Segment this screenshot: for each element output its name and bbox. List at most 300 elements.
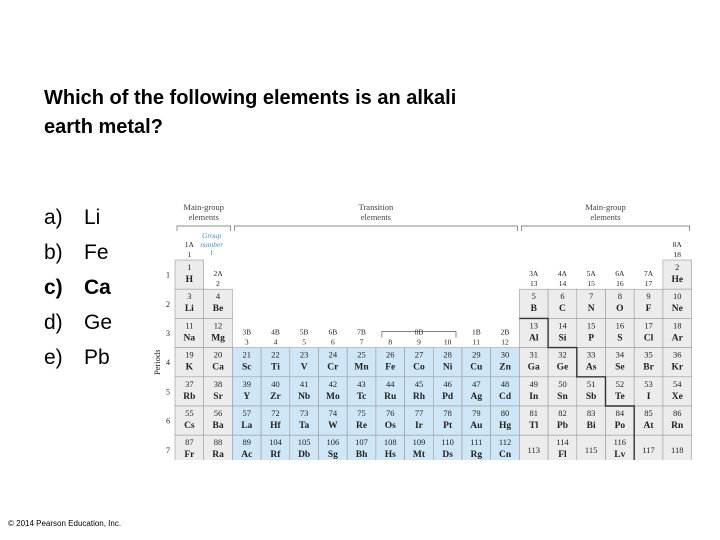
atomic-number: 21 <box>242 349 251 360</box>
atomic-number: 47 <box>472 378 481 389</box>
element-cell-25 <box>347 348 376 377</box>
element-cell-48 <box>491 377 520 406</box>
element-cell-32 <box>548 348 577 377</box>
atomic-number: 81 <box>529 408 538 418</box>
element-cell-106 <box>319 435 348 460</box>
group-number-7: 7 <box>359 337 364 347</box>
element-cell-86 <box>663 406 692 435</box>
element-symbol: Br <box>643 362 654 373</box>
element-symbol: F <box>645 304 652 315</box>
element-cell-107 <box>347 435 376 460</box>
atomic-number: 40 <box>271 378 280 389</box>
element-cell-105 <box>290 435 319 460</box>
element-cell-50 <box>548 377 577 406</box>
atomic-number: 75 <box>357 408 366 418</box>
element-cell-44 <box>376 377 405 406</box>
element-cell-47 <box>462 377 491 406</box>
element-symbol: Re <box>356 421 368 431</box>
element-symbol: Ta <box>299 421 310 431</box>
element-cell-41 <box>290 377 319 406</box>
atomic-number: 73 <box>299 408 309 418</box>
group-number-6: 6 <box>330 337 335 347</box>
option-e[interactable] <box>44 340 112 375</box>
period-number-1: 1 <box>166 270 170 280</box>
element-cell-111 <box>462 435 491 460</box>
period-number-5: 5 <box>166 387 170 397</box>
group-label-5: 5B <box>299 327 309 337</box>
main-group-right-bracket <box>521 226 689 231</box>
element-symbol: Mn <box>354 362 369 373</box>
option-b[interactable] <box>44 235 112 270</box>
element-cell-29 <box>462 348 491 377</box>
group-number-17: 17 <box>644 279 653 289</box>
atomic-number: 72 <box>271 408 280 418</box>
element-cell-7 <box>577 289 606 318</box>
element-cell-74 <box>319 406 348 435</box>
atomic-number: 85 <box>644 408 653 418</box>
element-symbol: Ge <box>556 362 569 373</box>
element-symbol: O <box>616 304 624 315</box>
atomic-number: 18 <box>673 320 682 331</box>
element-symbol: Ne <box>671 304 683 315</box>
element-cell-57 <box>232 406 261 435</box>
element-symbol: Ac <box>241 450 253 460</box>
atomic-number: 111 <box>470 437 483 448</box>
element-symbol: Cu <box>470 362 483 373</box>
element-symbol: Os <box>384 421 396 431</box>
element-symbol: Te <box>615 391 625 402</box>
element-cell-117 <box>634 435 663 460</box>
element-cell-73 <box>290 406 319 435</box>
period-number-2: 2 <box>166 299 170 309</box>
element-symbol: Nb <box>298 391 311 402</box>
element-cell-20 <box>204 348 233 377</box>
element-cell-9 <box>634 289 663 318</box>
atomic-number: 16 <box>615 320 625 331</box>
group-number-4: 4 <box>273 337 278 347</box>
element-cell-22 <box>261 348 290 377</box>
element-cell-10 <box>663 289 692 318</box>
group-label-13: 3A <box>529 269 539 279</box>
element-cell-79 <box>462 406 491 435</box>
atomic-number: 14 <box>558 320 567 331</box>
element-symbol: I <box>646 391 651 402</box>
atomic-number: 106 <box>326 437 340 448</box>
atomic-number: 45 <box>414 378 424 389</box>
atomic-number: 82 <box>558 408 567 418</box>
atomic-number: 9 <box>646 291 651 302</box>
atomic-number: 25 <box>357 349 366 360</box>
option-letter: c) <box>44 276 63 299</box>
atomic-number: 48 <box>500 378 510 389</box>
element-cell-80 <box>491 406 520 435</box>
atomic-number: 79 <box>472 408 481 418</box>
main-group-left-header-line: Main-group <box>183 202 225 212</box>
atomic-number: 39 <box>242 378 251 389</box>
element-cell-77 <box>405 406 434 435</box>
element-cell-54 <box>663 377 692 406</box>
element-cell-4 <box>204 289 233 318</box>
element-cell-108 <box>376 435 405 460</box>
element-cell-21 <box>232 348 261 377</box>
element-cell-23 <box>290 348 319 377</box>
element-cell-17 <box>634 318 663 347</box>
element-symbol: Sn <box>557 391 568 402</box>
element-cell-76 <box>376 406 405 435</box>
element-symbol: Ar <box>671 333 683 344</box>
element-symbol: Rg <box>470 450 483 460</box>
atomic-number: 87 <box>185 437 194 448</box>
atomic-number: 114 <box>556 437 569 448</box>
element-cell-16 <box>606 318 635 347</box>
atomic-number: 10 <box>673 291 682 302</box>
group-number-11: 11 <box>472 337 480 347</box>
atomic-number: 38 <box>213 378 223 389</box>
element-symbol: H <box>185 275 194 285</box>
element-cell-42 <box>319 377 348 406</box>
atomic-number: 56 <box>213 408 223 418</box>
transition-header-line: elements <box>360 212 392 222</box>
atomic-number: 54 <box>673 378 682 389</box>
element-symbol: Au <box>470 421 483 431</box>
atomic-number: 112 <box>498 437 512 448</box>
option-d[interactable] <box>44 305 112 340</box>
atomic-number: 26 <box>386 349 395 360</box>
element-cell-81 <box>519 406 548 435</box>
atomic-number: 55 <box>185 408 194 418</box>
option-letter: e) <box>44 346 63 369</box>
option-a[interactable] <box>44 200 112 235</box>
atomic-number: 41 <box>299 378 309 389</box>
element-symbol: Lv <box>614 450 626 460</box>
atomic-number: 37 <box>185 378 194 389</box>
question-line-2: earth metal? <box>44 116 163 138</box>
atomic-number: 89 <box>242 437 251 448</box>
atomic-number: 34 <box>615 349 625 360</box>
element-cell-55 <box>175 406 204 435</box>
element-cell-34 <box>606 348 635 377</box>
atomic-number: 24 <box>328 349 338 360</box>
element-symbol: Pb <box>556 421 568 431</box>
atomic-number: 32 <box>558 349 567 360</box>
element-cell-33 <box>577 348 606 377</box>
element-symbol: Ra <box>212 450 224 460</box>
element-cell-52 <box>606 377 635 406</box>
group-label-16: 6A <box>615 269 625 279</box>
option-text: Li <box>84 206 101 229</box>
atomic-number: 22 <box>271 349 280 360</box>
copyright-notice: © 2014 Pearson Education, Inc. <box>8 519 122 528</box>
group-number-14: 14 <box>558 279 567 289</box>
atomic-number: 118 <box>671 445 684 456</box>
element-symbol: Mt <box>412 450 426 460</box>
element-symbol: Tc <box>356 391 367 402</box>
periodic-table <box>150 200 700 460</box>
atomic-number: 28 <box>443 349 452 360</box>
element-symbol: Rb <box>183 391 196 402</box>
atomic-number: 53 <box>644 378 653 389</box>
atomic-number: 30 <box>500 349 510 360</box>
atomic-number: 33 <box>586 349 596 360</box>
element-symbol: He <box>671 275 684 285</box>
element-symbol: Po <box>614 421 626 431</box>
group-number-13: 13 <box>530 279 538 289</box>
atomic-number: 51 <box>586 378 596 389</box>
element-cell-116 <box>606 435 635 460</box>
element-symbol: Mg <box>211 333 225 344</box>
element-cell-72 <box>261 406 290 435</box>
group-number-8: 8 <box>388 337 393 347</box>
atomic-number: 49 <box>529 378 538 389</box>
transition-bracket <box>234 226 517 231</box>
atomic-number: 27 <box>414 349 424 360</box>
atomic-number: 44 <box>386 378 395 389</box>
atomic-number: 2 <box>675 262 680 272</box>
element-symbol: V <box>300 362 308 373</box>
element-cell-40 <box>261 377 290 406</box>
element-symbol: P <box>588 333 595 344</box>
element-cell-112 <box>491 435 520 460</box>
element-symbol: W <box>328 421 338 431</box>
element-cell-1 <box>175 260 204 289</box>
element-symbol: Cd <box>498 391 512 402</box>
atomic-number: 12 <box>213 320 223 331</box>
element-symbol: Ni <box>442 362 453 373</box>
main-group-left-header-line: elements <box>188 212 219 222</box>
atomic-number: 19 <box>185 349 194 360</box>
element-symbol: Ru <box>384 391 397 402</box>
element-symbol: Kr <box>671 362 684 373</box>
element-cell-118 <box>663 435 692 460</box>
group-label-12: 2B <box>500 327 510 337</box>
element-symbol: S <box>617 333 623 344</box>
atomic-number: 3 <box>187 291 192 302</box>
element-cell-36 <box>663 348 692 377</box>
group-number-5: 5 <box>302 337 307 347</box>
element-cell-8 <box>606 289 635 318</box>
element-symbol: Xe <box>671 391 683 402</box>
element-cell-43 <box>347 377 376 406</box>
element-symbol: Db <box>298 450 311 460</box>
element-cell-39 <box>232 377 261 406</box>
element-symbol: Ba <box>212 421 224 431</box>
group-label-1: 1A <box>184 240 194 249</box>
group-label-18: 8A <box>672 240 682 249</box>
group-label-7: 7B <box>357 327 366 337</box>
atomic-number: 23 <box>299 349 309 360</box>
element-symbol: Li <box>184 304 194 315</box>
element-cell-75 <box>347 406 376 435</box>
periods-label: Periods <box>152 349 162 375</box>
atomic-number: 108 <box>383 437 397 448</box>
element-cell-115 <box>577 435 606 460</box>
atomic-number: 43 <box>357 378 366 389</box>
group-number-12: 12 <box>501 337 509 347</box>
element-cell-5 <box>519 289 548 318</box>
element-cell-104 <box>261 435 290 460</box>
atomic-number: 83 <box>586 408 596 418</box>
element-cell-84 <box>606 406 635 435</box>
atomic-number: 17 <box>644 320 653 331</box>
element-cell-49 <box>519 377 548 406</box>
atomic-number: 42 <box>328 378 338 389</box>
group-number-2: 2 <box>216 279 220 289</box>
atomic-number: 29 <box>472 349 481 360</box>
group-label-9: 8B <box>414 327 424 337</box>
group-number-1: 1 <box>187 250 192 259</box>
main-group-right-header-line: elements <box>590 212 621 222</box>
element-symbol: B <box>530 304 537 315</box>
element-symbol: Pt <box>443 421 453 431</box>
atomic-number: 46 <box>443 378 452 389</box>
atomic-number: 77 <box>414 408 424 418</box>
element-cell-110 <box>433 435 462 460</box>
atomic-number: 13 <box>529 320 538 331</box>
period-number-6: 6 <box>166 416 170 426</box>
element-cell-13 <box>519 318 548 347</box>
option-c[interactable] <box>44 270 112 305</box>
atomic-number: 6 <box>560 291 565 302</box>
element-cell-30 <box>491 348 520 377</box>
element-symbol: Bi <box>586 421 596 431</box>
element-symbol: Cn <box>498 450 512 460</box>
element-symbol: Bh <box>355 450 368 460</box>
element-symbol: Rf <box>270 450 281 460</box>
element-cell-114 <box>548 435 577 460</box>
element-symbol: Si <box>558 333 567 344</box>
element-cell-28 <box>433 348 462 377</box>
group-number-10: 10 <box>443 337 452 347</box>
atomic-number: 110 <box>441 437 454 448</box>
element-symbol: Ds <box>442 450 453 460</box>
element-symbol: Ca <box>212 362 224 373</box>
element-symbol: Pd <box>442 391 454 402</box>
element-symbol: Al <box>529 333 539 344</box>
period-number-4: 4 <box>166 358 170 368</box>
element-symbol: Co <box>413 362 425 373</box>
element-symbol: Zn <box>499 362 511 373</box>
element-cell-19 <box>175 348 204 377</box>
element-cell-27 <box>405 348 434 377</box>
element-cell-31 <box>519 348 548 377</box>
atomic-number: 31 <box>529 349 538 360</box>
atomic-number: 104 <box>269 437 282 448</box>
element-cell-24 <box>319 348 348 377</box>
element-cell-12 <box>204 318 233 347</box>
element-symbol: Ag <box>470 391 483 402</box>
element-cell-35 <box>634 348 663 377</box>
atomic-number: 8 <box>617 291 622 302</box>
atomic-number: 117 <box>642 445 655 456</box>
element-cell-6 <box>548 289 577 318</box>
element-symbol: N <box>587 304 595 315</box>
atomic-number: 35 <box>644 349 653 360</box>
element-symbol: As <box>585 362 597 373</box>
element-symbol: In <box>529 391 539 402</box>
element-cell-51 <box>577 377 606 406</box>
element-symbol: Y <box>243 391 251 402</box>
element-symbol: La <box>241 421 253 431</box>
group-label-6: 6B <box>328 327 338 337</box>
option-text: Fe <box>84 241 109 264</box>
element-symbol: K <box>185 362 194 373</box>
group-label-15: 5A <box>586 269 596 279</box>
element-symbol: Sc <box>242 362 252 373</box>
atomic-number: 115 <box>584 445 598 456</box>
element-symbol: Na <box>183 333 196 344</box>
period-number-3: 3 <box>166 329 170 338</box>
atomic-number: 76 <box>386 408 395 418</box>
option-text: Pb <box>84 346 110 369</box>
element-cell-109 <box>405 435 434 460</box>
atomic-number: 52 <box>615 378 625 389</box>
atomic-number: 88 <box>213 437 223 448</box>
element-symbol: Cs <box>184 421 195 431</box>
option-letter: d) <box>44 311 63 334</box>
atomic-number: 84 <box>615 408 625 418</box>
option-text: Ca <box>84 276 111 299</box>
element-symbol: Zr <box>270 391 281 402</box>
element-cell-87 <box>175 435 204 460</box>
atomic-number: 74 <box>328 408 338 418</box>
group-number-9: 9 <box>417 337 421 347</box>
element-cell-14 <box>548 318 577 347</box>
group-label-4: 4B <box>271 327 280 337</box>
option-letter: b) <box>44 241 63 264</box>
question-line-1: Which of the following elements is an alkali <box>44 87 457 109</box>
element-symbol: Rn <box>671 421 684 431</box>
element-cell-89 <box>232 435 261 460</box>
element-cell-83 <box>577 406 606 435</box>
element-cell-85 <box>634 406 663 435</box>
element-symbol: Ga <box>527 362 540 373</box>
atomic-number: 50 <box>558 378 567 389</box>
atomic-number: 116 <box>613 437 627 448</box>
group-number-18: 18 <box>673 250 681 259</box>
question-text <box>44 84 604 142</box>
group-label-17: 7A <box>643 269 654 279</box>
element-symbol: Sr <box>213 391 223 402</box>
atomic-number: 7 <box>589 291 594 302</box>
element-cell-3 <box>175 289 204 318</box>
element-symbol: Cl <box>643 333 654 344</box>
group-number-16: 16 <box>616 279 624 289</box>
element-symbol: Mo <box>325 391 340 402</box>
group-label-11: 1B <box>471 327 481 337</box>
atomic-number: 109 <box>412 437 426 448</box>
element-cell-53 <box>634 377 663 406</box>
atomic-number: 36 <box>673 349 682 360</box>
atomic-number: 20 <box>213 349 223 360</box>
element-symbol: Fl <box>558 450 567 460</box>
element-cell-46 <box>433 377 462 406</box>
group-label-2: 2A <box>213 269 223 279</box>
atomic-number: 5 <box>531 291 536 302</box>
element-symbol: Ir <box>414 421 423 431</box>
element-symbol: Tl <box>529 421 539 431</box>
group-number-callout-line: number <box>200 240 224 249</box>
element-symbol: Fe <box>385 362 396 373</box>
atomic-number: 1 <box>187 262 192 272</box>
group-number-15: 15 <box>587 279 595 289</box>
element-symbol: Be <box>212 304 224 315</box>
element-symbol: Hg <box>498 421 512 431</box>
element-cell-38 <box>204 377 233 406</box>
period-number-7: 7 <box>166 445 170 455</box>
element-symbol: Hs <box>384 450 396 460</box>
element-cell-11 <box>175 318 204 347</box>
element-cell-18 <box>663 318 692 347</box>
